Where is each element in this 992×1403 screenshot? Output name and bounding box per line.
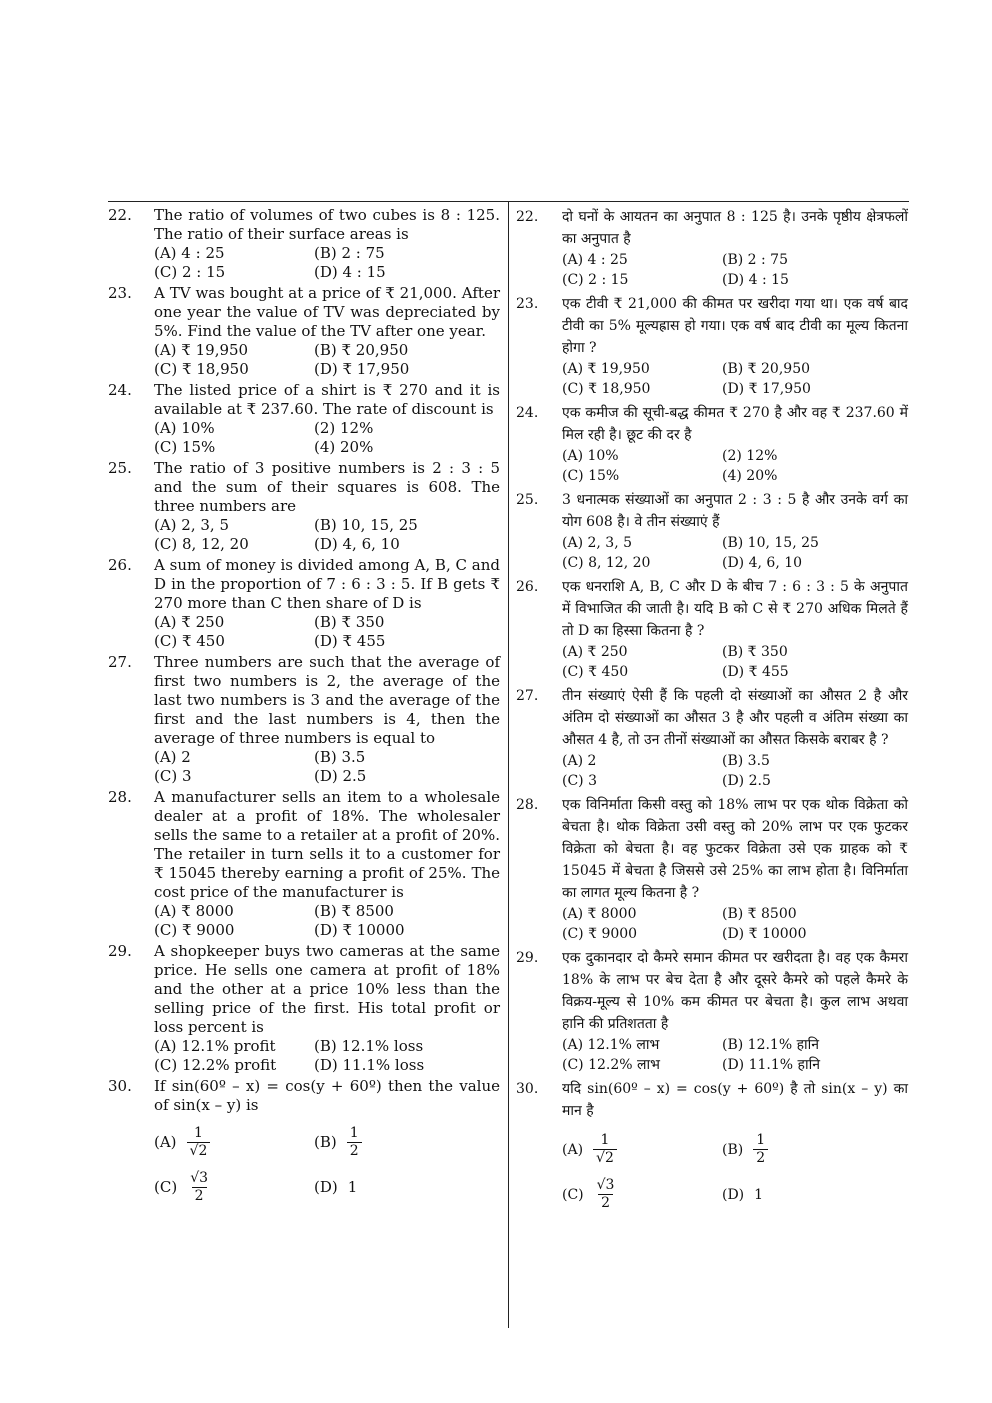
fraction: $\frac{1}{2}$: [347, 1125, 362, 1160]
question-number: 22.: [108, 206, 132, 224]
options: [154, 902, 500, 940]
option: (D) 11.1% हानि: [722, 1057, 820, 1073]
option-a: (A) $\frac{1}{√2}$: [562, 1132, 722, 1167]
options: [562, 359, 908, 399]
question-text: Three numbers are such that the average of first two numbers is 2, the average of the last two numbers is 3 and the average of the first and the last numbers is 4, then the average of three numbers is equal to: [154, 653, 500, 747]
question-28-hi: [516, 794, 908, 944]
option: (C) 8, 12, 20: [562, 555, 651, 571]
option: (D) ₹ 10000: [722, 926, 807, 942]
options: [562, 533, 908, 573]
question-23-en: [108, 284, 500, 379]
option: (B) ₹ 350: [722, 644, 788, 660]
option: (A) ₹ 8000: [562, 906, 637, 922]
options: [562, 1035, 908, 1075]
option: (B) ₹ 8500: [722, 906, 797, 922]
question-number: 30.: [108, 1077, 132, 1095]
fraction: $\frac{1}{2}$: [753, 1132, 768, 1167]
option: (D) 4, 6, 10: [314, 535, 400, 553]
option: (A) 12.1% लाभ: [562, 1037, 660, 1053]
question-29-en: [108, 942, 500, 1075]
question-text: दो घनों के आयतन का अनुपात 8 : 125 है। उनके पृष्ठीय क्षेत्रफलों का अनुपात है: [562, 209, 908, 247]
question-number: 28.: [108, 788, 132, 806]
option: (B) ₹ 20,950: [314, 341, 409, 359]
option: (C) ₹ 450: [562, 664, 629, 680]
question-text: एक विनिर्माता किसी वस्तु को 18% लाभ पर एक थोक विक्रेता को बेचता है। थोक विक्रेता उसी वस्तु को 20% लाभ पर एक फुटकर विक्रेता को बेचता है। वह फुटकर विक्रेता उसे एक ग्राहक को ₹ 15045 में बेचता है जिससे उसे 25% का लाभ होता है। विनिर्माता का लागत मूल्य कितना है ?: [562, 797, 908, 901]
option: (C) 3: [562, 773, 597, 789]
option: (A) 10%: [154, 419, 215, 437]
question-number: 30.: [516, 1081, 539, 1097]
option: (C) 2 : 15: [154, 263, 226, 281]
option: (C) ₹ 450: [154, 632, 225, 650]
option: (D) 2.5: [314, 767, 367, 785]
option: (B) 10, 15, 25: [314, 516, 418, 534]
question-text: एक कमीज की सूची-बद्ध कीमत ₹ 270 है और वह ₹ 237.60 में मिल रही है। छूट की दर है: [562, 405, 908, 443]
option-c: (C) $\frac{√3}{2}$: [154, 1170, 314, 1205]
option: (A) ₹ 8000: [154, 902, 234, 920]
option: (A) 4 : 25: [562, 252, 628, 268]
option: (D) ₹ 17,950: [722, 381, 811, 397]
option: (B) ₹ 20,950: [722, 361, 811, 377]
question-30-en: [108, 1077, 500, 1205]
option: (C) 2 : 15: [562, 272, 629, 288]
hindi-question-list: [516, 206, 908, 1075]
option: (B) ₹ 8500: [314, 902, 394, 920]
question-24-en: [108, 381, 500, 457]
option: (D) 4, 6, 10: [722, 555, 803, 571]
option-b: (B) $\frac{1}{2}$: [722, 1132, 908, 1167]
option: (C) 15%: [562, 468, 620, 484]
hindi-column: [516, 206, 908, 1215]
option: (C) 12.2% लाभ: [562, 1057, 660, 1073]
question-text: एक दुकानदार दो कैमरे समान कीमत पर खरीदता है। वह एक कैमरा 18% के लाभ पर बेच देता है और दूसरे कैमरे को पहले कैमरे के विक्रय-मूल्य से 10% कम कीमत पर बेचता है। कुल लाभ अथवा हानि की प्रतिशतता है: [562, 950, 908, 1032]
question-text: A manufacturer sells an item to a wholesale dealer at a profit of 18%. The wholesaler sells the same to a retailer at a profit of 20%. The retailer in turn sells it to a customer for ₹ 15045 thereby earning a profit of 25%. The cost price of the manufacturer is: [154, 788, 500, 901]
question-number: 22.: [516, 209, 539, 225]
option: (A) 4 : 25: [154, 244, 225, 262]
option-d: (D) 1: [314, 1178, 358, 1196]
options: [154, 419, 500, 457]
options: [154, 613, 500, 651]
option: (C) 3: [154, 767, 192, 785]
option: (A) 2: [562, 753, 597, 769]
question-22-en: [108, 206, 500, 282]
option: (D) 4 : 15: [314, 263, 386, 281]
option: (B) 3.5: [722, 753, 770, 769]
option: (B) ₹ 350: [314, 613, 385, 631]
fraction: $\frac{1}{√2}$: [187, 1125, 211, 1160]
fraction: $\frac{√3}{2}$: [596, 1177, 615, 1211]
option: (B) 3.5: [314, 748, 366, 766]
question-text: A shopkeeper buys two cameras at the same price. He sells one camera at profit of 18% and the other at a price 10% less than the selling price of the first. His total profit or loss percent is: [154, 942, 500, 1036]
question-22-hi: [516, 206, 908, 290]
fraction: $\frac{1}{√2}$: [593, 1132, 617, 1167]
option: (A) 2, 3, 5: [154, 516, 230, 534]
question-27-hi: [516, 685, 908, 791]
option: (C) ₹ 9000: [154, 921, 235, 939]
question-27-en: [108, 653, 500, 786]
options: [562, 250, 908, 290]
options: [154, 341, 500, 379]
question-text: तीन संख्याएं ऐसी हैं कि पहली दो संख्याओं का औसत 2 है और अंतिम दो संख्याओं का औसत 3 है और पहली व अंतिम संख्या का औसत 4 है, तो उन तीनों संख्याओं का औसत किसके बराबर है ?: [562, 688, 908, 748]
question-number: 23.: [108, 284, 132, 302]
question-number: 28.: [516, 797, 539, 813]
options: [154, 748, 500, 786]
option: (A) 2, 3, 5: [562, 535, 633, 551]
question-text: The listed price of a shirt is ₹ 270 and it is available at ₹ 237.60. The rate of discount is: [154, 381, 500, 418]
question-25-en: [108, 459, 500, 554]
option: (D) 11.1% loss: [314, 1056, 425, 1074]
question-number: 26.: [108, 556, 132, 574]
option: (C) 8, 12, 20: [154, 535, 249, 553]
question-text: A TV was bought at a price of ₹ 21,000. After one year the value of TV was depreciated by 5%. Find the value of the TV after one year.: [154, 284, 500, 340]
question-text: एक धनराशि A, B, C और D के बीच 7 : 6 : 3 : 5 के अनुपात में विभाजित की जाती है। यदि B को C से ₹ 270 अधिक मिलते हैं तो D का हिस्सा कितना है ?: [562, 579, 908, 639]
options: [562, 904, 908, 944]
question-number: 27.: [516, 688, 539, 704]
english-question-list: [108, 206, 500, 1075]
question-text: The ratio of volumes of two cubes is 8 : 125. The ratio of their surface areas is: [154, 206, 500, 243]
question-number: 24.: [516, 405, 539, 421]
option: (B) 2 : 75: [722, 252, 789, 268]
option: (D) ₹ 17,950: [314, 360, 410, 378]
options: [154, 244, 500, 282]
question-number: 25.: [516, 492, 539, 508]
option-a: (A) $\frac{1}{√2}$: [154, 1125, 314, 1160]
option: (B) 10, 15, 25: [722, 535, 819, 551]
option: (C) ₹ 18,950: [562, 381, 651, 397]
english-column: [108, 206, 500, 1207]
option: (4) 20%: [722, 468, 778, 484]
question-26-hi: [516, 576, 908, 682]
option: (B) 12.1% हानि: [722, 1037, 820, 1053]
option: (2) 12%: [722, 448, 778, 464]
option: (C) 15%: [154, 438, 216, 456]
question-30-hi: [516, 1078, 908, 1212]
options: [562, 751, 908, 791]
question-number: 25.: [108, 459, 132, 477]
option: (D) ₹ 455: [314, 632, 386, 650]
question-25-hi: [516, 489, 908, 573]
option: (4) 20%: [314, 438, 374, 456]
question-23-hi: [516, 293, 908, 399]
question-number: 27.: [108, 653, 132, 671]
options: [154, 516, 500, 554]
option: (C) ₹ 18,950: [154, 360, 249, 378]
question-number: 29.: [108, 942, 132, 960]
question-text: If sin(60º – x) = cos(y + 60º) then the value of sin(x – y) is: [154, 1077, 500, 1114]
option: (C) 12.2% profit: [154, 1056, 277, 1074]
option: (2) 12%: [314, 419, 374, 437]
options: [154, 1037, 500, 1075]
question-text: A sum of money is divided among A, B, C and D in the proportion of 7 : 6 : 3 : 5. If B gets ₹ 270 more than C then share of D is: [154, 556, 500, 612]
fraction: $\frac{√3}{2}$: [190, 1170, 209, 1204]
option: (D) 4 : 15: [722, 272, 789, 288]
options: [154, 1125, 500, 1205]
options: [562, 642, 908, 682]
question-26-en: [108, 556, 500, 651]
options: [562, 1132, 908, 1212]
option-d: (D) 1: [722, 1186, 764, 1203]
option: (D) 2.5: [722, 773, 771, 789]
option: (A) ₹ 250: [154, 613, 225, 631]
option: (B) 2 : 75: [314, 244, 385, 262]
option: (C) ₹ 9000: [562, 926, 638, 942]
question-28-en: [108, 788, 500, 940]
option-c: (C) $\frac{√3}{2}$: [562, 1177, 722, 1212]
question-number: 29.: [516, 950, 539, 966]
question-text: एक टीवी ₹ 21,000 की कीमत पर खरीदा गया था। एक वर्ष बाद टीवी का 5% मूल्यह्रास हो गया। एक वर्ष बाद टीवी का मूल्य कितना होगा ?: [562, 296, 908, 356]
question-text: The ratio of 3 positive numbers is 2 : 3 : 5 and the sum of their squares is 608. The three numbers are: [154, 459, 500, 515]
question-number: 26.: [516, 579, 539, 595]
option-b: (B) $\frac{1}{2}$: [314, 1125, 500, 1160]
options: [562, 446, 908, 486]
question-text: यदि sin(60º – x) = cos(y + 60º) है तो sin(x – y) का मान है: [562, 1081, 908, 1119]
option: (B) 12.1% loss: [314, 1037, 424, 1055]
option: (A) ₹ 19,950: [562, 361, 650, 377]
question-29-hi: [516, 947, 908, 1075]
option: (A) 12.1% profit: [154, 1037, 276, 1055]
option: (A) ₹ 19,950: [154, 341, 249, 359]
question-number: 23.: [516, 296, 539, 312]
option: (D) ₹ 455: [722, 664, 789, 680]
question-text: 3 धनात्मक संख्याओं का अनुपात 2 : 3 : 5 है और उनके वर्ग का योग 608 है। वे तीन संख्याएं हैं: [562, 492, 908, 530]
column-divider: [508, 201, 509, 1328]
option: (A) ₹ 250: [562, 644, 628, 660]
option: (A) 10%: [562, 448, 619, 464]
question-24-hi: [516, 402, 908, 486]
option: (D) ₹ 10000: [314, 921, 405, 939]
option: (A) 2: [154, 748, 191, 766]
question-number: 24.: [108, 381, 132, 399]
